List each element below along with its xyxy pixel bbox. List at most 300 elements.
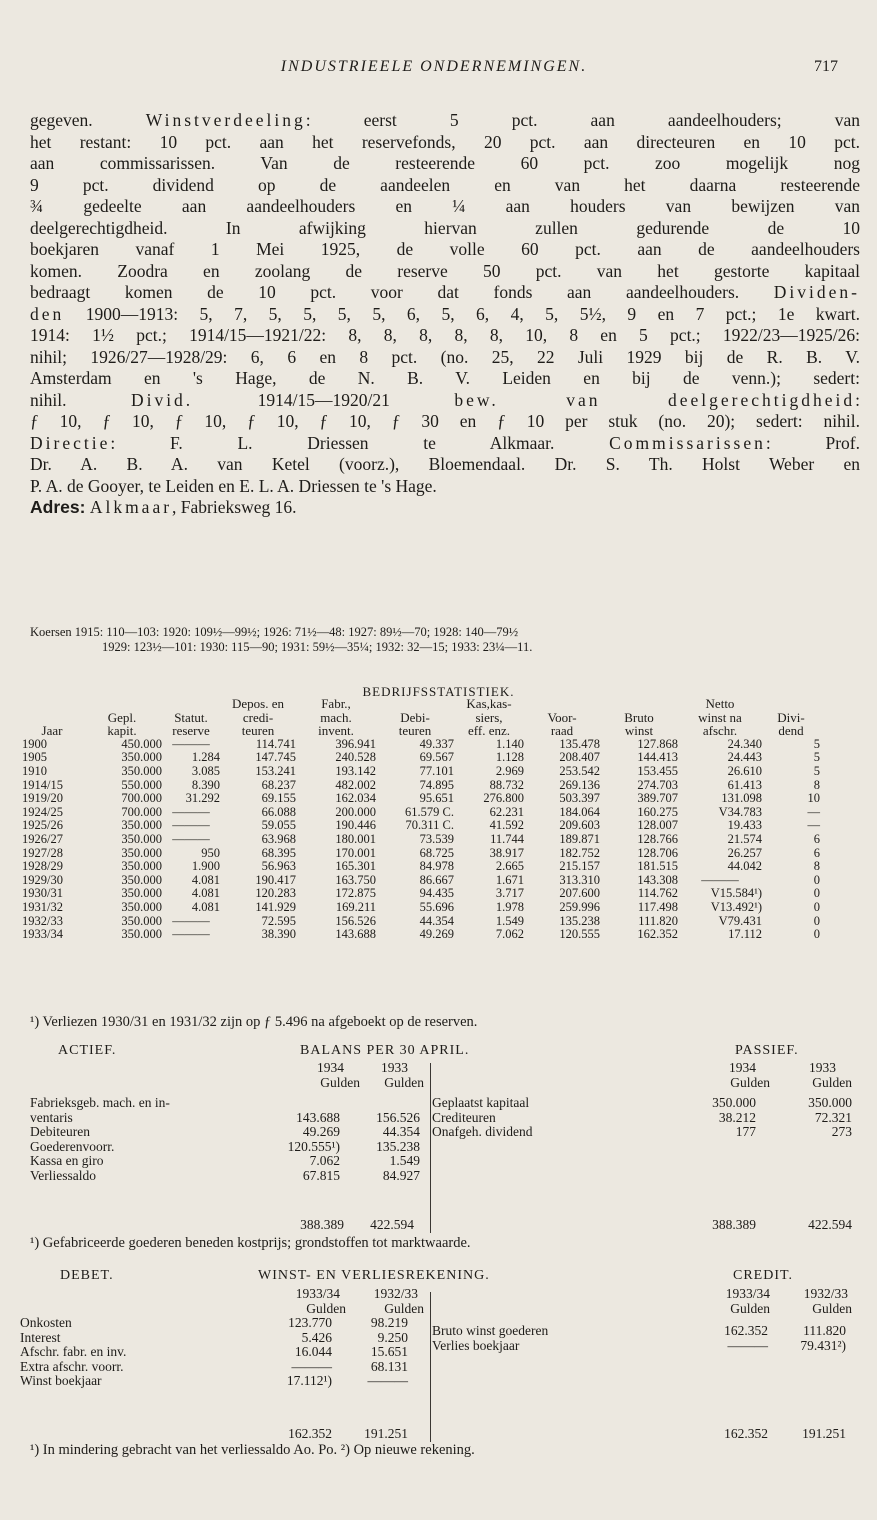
ledger-label: Afschr. fabr. en inv. <box>20 1344 127 1360</box>
year-1934: 1934 <box>729 1060 756 1075</box>
stats-header-cell: teuren <box>398 723 432 739</box>
year-1932-33: 1932/33 <box>803 1286 848 1301</box>
stats-value: 24.443 <box>727 750 762 765</box>
ledger-row <box>20 1374 430 1389</box>
stats-value: 135.478 <box>559 736 600 751</box>
stats-value: 162.352 <box>637 927 678 942</box>
balance-totals-passief <box>432 1218 852 1233</box>
stats-header-row <box>22 724 820 738</box>
stats-header-cell: Depos. en <box>232 696 284 711</box>
stats-value: 41.592 <box>489 818 524 833</box>
spaced-term: Divid. <box>130 389 194 410</box>
ledger-row <box>20 1331 430 1346</box>
stats-value: 350.000 <box>121 750 162 765</box>
share-prices <box>30 625 860 655</box>
ledger-value-1: 5.426 <box>301 1329 332 1345</box>
ledger-value-1: 49.269 <box>302 1124 340 1140</box>
ledger-row <box>432 1125 852 1140</box>
stats-header-cell: credi- <box>242 709 274 725</box>
stats-value: 69.567 <box>419 750 454 765</box>
stats-value: 2.665 <box>495 859 524 874</box>
stats-value: 55.696 <box>419 899 454 914</box>
stats-value: 128.007 <box>637 818 678 833</box>
ledger-value-1: 38.212 <box>718 1109 756 1125</box>
stats-value: 3.717 <box>495 886 524 901</box>
ledger-row <box>30 1140 432 1155</box>
balance-actief-head <box>270 1061 430 1090</box>
stats-value: 10 <box>807 791 820 806</box>
stats-value: 5 <box>813 750 820 765</box>
stats-year: 1929/30 <box>22 872 63 887</box>
stats-row <box>22 833 820 847</box>
stats-value: 350.000 <box>121 859 162 874</box>
stats-value: 950 <box>201 845 220 860</box>
page-number: 717 <box>814 58 838 75</box>
ledger-value-1: 350.000 <box>712 1095 756 1110</box>
stats-value: 160.275 <box>637 804 678 819</box>
text-line <box>30 110 860 132</box>
balance-title: BALANS PER 30 APRIL. <box>300 1043 470 1058</box>
text-line <box>30 239 860 261</box>
text-line <box>30 347 860 369</box>
stats-year: 1931/32 <box>22 899 63 914</box>
stats-header-cell: Fabr., <box>321 696 351 711</box>
text-line <box>30 411 860 433</box>
stats-value: 120.555 <box>559 927 600 942</box>
year-1932-33: 1932/33 <box>373 1286 418 1301</box>
spaced-term: Winstverdeeling <box>145 110 306 130</box>
stats-row <box>22 738 820 752</box>
year-1933-34: 1933/34 <box>295 1286 340 1301</box>
stats-year: 1910 <box>22 763 47 778</box>
text-run: , Fabrieksweg 16. <box>172 497 297 517</box>
total-1932-33: 191.251 <box>802 1426 846 1441</box>
stats-header-cell: eff. enz. <box>468 723 510 739</box>
balance-divider <box>430 1063 431 1233</box>
unit-gulden: Gulden <box>730 1300 770 1316</box>
stats-header-cell <box>376 697 454 711</box>
stats-value: 4.081 <box>191 899 220 914</box>
stats-row <box>22 887 820 901</box>
stats-value: V34.783 <box>718 804 762 819</box>
stats-value: 24.340 <box>727 736 762 751</box>
stats-value: 482.002 <box>335 777 376 792</box>
stats-value: 350.000 <box>121 831 162 846</box>
stats-value: 207.600 <box>559 886 600 901</box>
total-1933: 422.594 <box>370 1217 414 1232</box>
spaced-term: Commissarissen <box>609 432 766 453</box>
text-run: nihil. <box>30 389 131 410</box>
text-run: 1914/15—1920/21 <box>193 389 455 410</box>
stats-value: 350.000 <box>121 763 162 778</box>
address-label: Adres: <box>30 497 86 517</box>
stats-year: 1924/25 <box>22 804 63 819</box>
unit-gulden: Gulden <box>384 1074 424 1090</box>
stats-value: 350.000 <box>121 845 162 860</box>
stats-value: 0 <box>813 886 820 901</box>
spaced-term: bew. van deelgerechtigdheid <box>454 389 856 410</box>
stats-value: 3.085 <box>191 763 220 778</box>
stats-value: 184.064 <box>559 804 600 819</box>
stats-value: 253.542 <box>559 763 600 778</box>
stats-value: — <box>807 804 820 819</box>
stats-header-cell: Gepl. <box>107 709 137 725</box>
text-line <box>30 390 860 412</box>
stats-value: ——— <box>172 913 210 928</box>
stats-header-row <box>22 711 820 725</box>
ledger-value-2: 273 <box>831 1124 852 1140</box>
stats-value: — <box>807 818 820 833</box>
stats-value: 128.766 <box>637 831 678 846</box>
company-description <box>30 110 860 519</box>
stats-value: 4.081 <box>191 886 220 901</box>
ledger-value-2: 72.321 <box>814 1109 852 1125</box>
text-run: nihil; 1926/27—1928/29: 6, 6 en 8 pct. (no. 25, 22 Juli 1929 bij de R. B. V. <box>30 346 860 367</box>
stats-header-cell: winst <box>624 723 654 739</box>
ledger-value-2: 1.549 <box>389 1153 420 1169</box>
stats-row <box>22 928 820 942</box>
profit-loss-title: WINST- EN VERLIESREKENING. <box>258 1268 490 1283</box>
text-run: Dr. A. B. A. van Ketel (voorz.), Bloemendaal. Dr. S. Th. Holst Weber en <box>30 454 860 474</box>
text-line <box>30 476 860 498</box>
stats-value: 2.969 <box>495 763 524 778</box>
stats-header-cell: winst na <box>698 709 742 725</box>
stats-row <box>22 806 820 820</box>
text-run: het restant: 10 pct. aan het reservefonds, 20 pct. aan directeuren en 10 pct. <box>30 131 860 152</box>
stats-value: 62.231 <box>489 804 524 819</box>
stats-year: 1927/28 <box>22 845 63 860</box>
stats-value: 11.744 <box>490 831 524 846</box>
stats-value: 190.417 <box>255 872 296 887</box>
stats-footnote: ¹) Verliezen 1930/31 en 1931/32 zijn op ƒ 5.496 na afgeboekt op de reserven. <box>30 1014 478 1030</box>
stats-value: 0 <box>813 872 820 887</box>
balance-passief-head <box>690 1061 852 1090</box>
stats-value: 396.941 <box>335 736 376 751</box>
ledger-label: Interest <box>20 1329 61 1345</box>
stats-value: 313.310 <box>559 872 600 887</box>
ledger-value-2: 84.927 <box>382 1167 420 1183</box>
stats-header-cell <box>22 711 82 725</box>
passief-list <box>432 1096 852 1140</box>
stats-value: 450.000 <box>121 736 162 751</box>
credit-list <box>432 1324 852 1353</box>
stats-value: 6 <box>813 845 820 860</box>
ledger-value-1: 123.770 <box>288 1315 332 1330</box>
ledger-value-2: 98.219 <box>370 1315 408 1330</box>
ledger-label: Geplaatst kapitaal <box>432 1095 530 1110</box>
stats-header-cell <box>22 697 82 711</box>
stats-value: 169.211 <box>335 899 376 914</box>
balance-footnote: ¹) Gefabriceerde goederen beneden kostprijs; grondstoffen tot marktwaarde. <box>30 1235 471 1251</box>
stats-header-cell <box>600 697 678 711</box>
stats-value: 259.996 <box>559 899 600 914</box>
text-line <box>30 175 860 197</box>
stats-value: ——— <box>172 831 210 846</box>
stats-header-cell <box>524 697 600 711</box>
pl-credit-head <box>690 1287 852 1316</box>
stats-value: 8 <box>813 859 820 874</box>
stats-value: 63.968 <box>261 831 296 846</box>
ledger-label: Verlies boekjaar <box>432 1337 520 1353</box>
stats-value: 73.539 <box>419 831 454 846</box>
stats-value: 276.800 <box>483 791 524 806</box>
stats-value: 26.257 <box>727 845 762 860</box>
stats-row <box>22 779 820 793</box>
stats-header-cell <box>82 697 162 711</box>
stats-header-cell: kapit. <box>107 723 137 739</box>
page-header <box>30 58 838 80</box>
stats-value: 68.725 <box>419 845 454 860</box>
total-1933-34: 162.352 <box>724 1426 768 1441</box>
stats-value: 0 <box>813 899 820 914</box>
stats-year: 1933/34 <box>22 927 63 942</box>
stats-year: 1928/29 <box>22 859 63 874</box>
total-1932-33: 191.251 <box>364 1426 408 1441</box>
text-line <box>30 368 860 390</box>
text-run: : <box>855 389 860 410</box>
stats-value: 350.000 <box>121 872 162 887</box>
stats-row <box>22 751 820 765</box>
ledger-label: Onafgeh. dividend <box>432 1124 533 1140</box>
stats-value: 181.515 <box>637 859 678 874</box>
stats-header-row <box>22 697 820 711</box>
stats-value: 88.732 <box>489 777 524 792</box>
text-line <box>30 304 860 326</box>
stats-value: 68.237 <box>261 777 296 792</box>
stats-value: 208.407 <box>559 750 600 765</box>
ledger-label: Winst boekjaar <box>20 1373 102 1389</box>
pl-footnote: ¹) In mindering gebracht van het verliessaldo Ao. Po. ²) Op nieuwe rekening. <box>30 1442 475 1458</box>
text-run: : F. L. Driessen te Alkmaar. <box>110 432 610 453</box>
ledger-value-2: 9.250 <box>377 1329 408 1345</box>
stats-value: 86.667 <box>419 872 454 887</box>
stats-value: 128.706 <box>637 845 678 860</box>
ledger-label: Debiteuren <box>30 1124 90 1140</box>
stats-value: 1.900 <box>191 859 220 874</box>
stats-value: 114.762 <box>637 886 678 901</box>
stats-header-cell: Divi- <box>777 709 805 725</box>
credit-label: CREDIT. <box>733 1268 794 1283</box>
ledger-value-1: 7.062 <box>309 1153 340 1169</box>
text-run: ƒ 10, ƒ 10, ƒ 10, ƒ 10, ƒ 10, ƒ 30 en ƒ 10 per stuk (no. 20); sedert: nihil. <box>30 411 860 431</box>
stats-row <box>22 847 820 861</box>
ledger-value-2: 156.526 <box>376 1109 420 1125</box>
text-line <box>30 261 860 283</box>
text-run: deelgerechtigdheid. In afwijking hiervan zullen gedurende de 10 <box>30 217 860 238</box>
unit-gulden: Gulden <box>384 1300 424 1316</box>
text-line <box>30 132 860 154</box>
year-1933: 1933 <box>809 1060 836 1075</box>
stats-value: 49.337 <box>419 736 454 751</box>
stats-row <box>22 901 820 915</box>
unit-gulden: Gulden <box>812 1074 852 1090</box>
stats-header-cell: teuren <box>241 723 275 739</box>
ledger-row <box>432 1339 852 1354</box>
actief-label: ACTIEF. <box>58 1043 117 1058</box>
total-1934: 388.389 <box>300 1217 344 1232</box>
ledger-label: Onkosten <box>20 1315 72 1330</box>
stats-value: 95.651 <box>419 791 454 806</box>
stats-value: 1.978 <box>495 899 524 914</box>
year-1933: 1933 <box>381 1060 408 1075</box>
stats-year: 1925/26 <box>22 818 63 833</box>
stats-header-cell <box>762 697 820 711</box>
year-1933-34: 1933/34 <box>725 1286 770 1301</box>
text-run: : Prof. <box>765 432 860 453</box>
stats-value: 114.741 <box>255 736 296 751</box>
stats-value: 143.688 <box>335 927 376 942</box>
ledger-row <box>30 1111 432 1126</box>
ledger-value-1: 177 <box>735 1124 756 1140</box>
stats-value: 153.241 <box>255 763 296 778</box>
stats-value: 135.238 <box>559 913 600 928</box>
stats-value: 1.140 <box>495 736 524 751</box>
ledger-label: Fabrieksgeb. mach. en in- <box>30 1095 170 1110</box>
stats-value: 1.549 <box>495 913 524 928</box>
text-run: ¾ gedeelte aan aandeelhouders en ¼ aan houders van bewijzen van <box>30 196 860 216</box>
ledger-row <box>30 1169 432 1184</box>
stats-header-cell: Debi- <box>400 709 430 725</box>
stats-value: 117.498 <box>637 899 678 914</box>
stats-value: 190.446 <box>335 818 376 833</box>
debet-list <box>20 1316 430 1389</box>
ledger-value-1: 16.044 <box>294 1344 332 1360</box>
stats-value: 170.001 <box>335 845 376 860</box>
text-run: 9 pct. dividend op de aandeelen en van het daarna resteerende <box>30 174 860 195</box>
text-run: : eerst 5 pct. aan aandeelhouders; van <box>305 110 860 130</box>
ledger-row <box>20 1360 430 1375</box>
ledger-value-2: 350.000 <box>808 1095 852 1110</box>
stats-value: 350.000 <box>121 886 162 901</box>
stats-value: 127.868 <box>637 736 678 751</box>
stats-value: 193.142 <box>335 763 376 778</box>
stats-value: 131.098 <box>721 791 762 806</box>
stats-year: 1926/27 <box>22 831 63 846</box>
stats-value: 111.820 <box>638 913 678 928</box>
ledger-value-1: 17.112¹) <box>286 1373 332 1389</box>
actief-list <box>30 1096 432 1184</box>
stats-header-cell: invent. <box>318 723 354 739</box>
spaced-term: Dividen- <box>773 282 860 302</box>
total-1934: 388.389 <box>712 1217 756 1232</box>
stats-value: 144.413 <box>637 750 678 765</box>
text-run: komen. Zoodra en zoolang de reserve 50 pct. van het gestorte kapitaal <box>30 260 860 281</box>
stats-value: 0 <box>813 927 820 942</box>
total-1933-34: 162.352 <box>288 1426 332 1441</box>
stats-value: 44.354 <box>419 913 454 928</box>
text-run: P. A. de Gooyer, te Leiden en E. L. A. Driessen te 's Hage. <box>30 475 437 496</box>
stats-value: 77.101 <box>419 763 454 778</box>
text-run: 1914: 1½ pct.; 1914/15—1921/22: 8, 8, 8, 8, 8, 10, 8 en 5 pct.; 1922/23—1925/26: <box>30 325 860 345</box>
text-run: gegeven. <box>30 110 146 130</box>
ledger-value-1: 143.688 <box>296 1109 340 1125</box>
text-run: Amsterdam en 's Hage, de N. B. V. Leiden en bij de venn.); sedert: <box>30 368 860 388</box>
stats-value: 143.308 <box>637 872 678 887</box>
stats-header-cell <box>162 697 220 711</box>
stats-value: 162.034 <box>335 791 376 806</box>
stats-row <box>22 874 820 888</box>
ledger-value-1: 162.352 <box>724 1323 768 1338</box>
stats-value: 38.917 <box>489 845 524 860</box>
stats-row <box>22 765 820 779</box>
stats-year: 1932/33 <box>22 913 63 928</box>
spaced-term: den <box>30 303 65 324</box>
ledger-row <box>432 1096 852 1111</box>
stats-value: 700.000 <box>121 804 162 819</box>
stats-title: BEDRIJFSSTATISTIEK. <box>362 684 515 699</box>
ledger-row <box>20 1345 430 1360</box>
stats-value: 1.671 <box>495 872 524 887</box>
unit-gulden: Gulden <box>320 1074 360 1090</box>
pl-debet-head <box>260 1287 430 1316</box>
stats-value: 31.292 <box>185 791 220 806</box>
text-line <box>30 282 860 304</box>
stats-value: 163.750 <box>335 872 376 887</box>
stats-header-cell: Voor- <box>547 709 577 725</box>
stats-header-cell: Kas,kas- <box>466 696 512 711</box>
text-line <box>30 153 860 175</box>
text-line <box>30 454 860 476</box>
stats-value: 0 <box>813 913 820 928</box>
ledger-value-2: 135.238 <box>376 1138 420 1154</box>
stats-value: V15.584¹) <box>710 886 762 901</box>
ledger-row <box>432 1324 852 1339</box>
ledger-label: Extra afschr. voorr. <box>20 1358 124 1374</box>
stats-header-cell: mach. <box>320 709 352 725</box>
stats-value: V13.492¹) <box>710 899 762 914</box>
stats-value: 38.390 <box>261 927 296 942</box>
pl-divider <box>430 1292 431 1442</box>
stats-year: 1900 <box>22 736 47 751</box>
text-line <box>30 497 860 519</box>
ledger-label: Crediteuren <box>432 1109 496 1125</box>
stats-header-cell: Bruto <box>624 709 654 725</box>
stats-value: 240.528 <box>335 750 376 765</box>
ledger-value-2: 15.651 <box>370 1344 408 1360</box>
text-line <box>30 218 860 240</box>
ledger-value-2: 68.131 <box>370 1358 408 1374</box>
stats-row <box>22 792 820 806</box>
stats-value: 120.283 <box>255 886 296 901</box>
ledger-value-2: 111.820 <box>803 1323 846 1338</box>
stats-value: ——— <box>172 804 210 819</box>
ledger-row <box>30 1096 432 1111</box>
stats-value: ——— <box>172 927 210 942</box>
ledger-value-1: ——— <box>291 1358 332 1374</box>
ledger-label: Verliessaldo <box>30 1167 96 1183</box>
stats-value: 6 <box>813 831 820 846</box>
stats-value: 147.745 <box>255 750 296 765</box>
stats-value: 350.000 <box>121 818 162 833</box>
stats-value: 70.311 C. <box>405 818 454 833</box>
share-prices-line: 1929: 123½—101: 1930: 115—90; 1931: 59½—35¼; 1932: 32—15; 1933: 23¼—11. <box>102 640 533 654</box>
spaced-term: Alkmaar <box>89 497 173 517</box>
text-line <box>30 433 860 455</box>
stats-value: 66.088 <box>261 804 296 819</box>
stats-value: 209.603 <box>559 818 600 833</box>
spaced-term: Directie <box>30 432 111 453</box>
stats-value: V79.431 <box>718 913 762 928</box>
stats-year: 1919/20 <box>22 791 63 806</box>
text-line <box>30 325 860 347</box>
stats-value: 94.435 <box>419 886 454 901</box>
stats-value: 56.963 <box>261 859 296 874</box>
stats-value: 350.000 <box>121 899 162 914</box>
stats-value: 700.000 <box>121 791 162 806</box>
ledger-row <box>432 1111 852 1126</box>
total-1933: 422.594 <box>808 1217 852 1232</box>
stats-header-cell: Jaar <box>41 723 63 739</box>
